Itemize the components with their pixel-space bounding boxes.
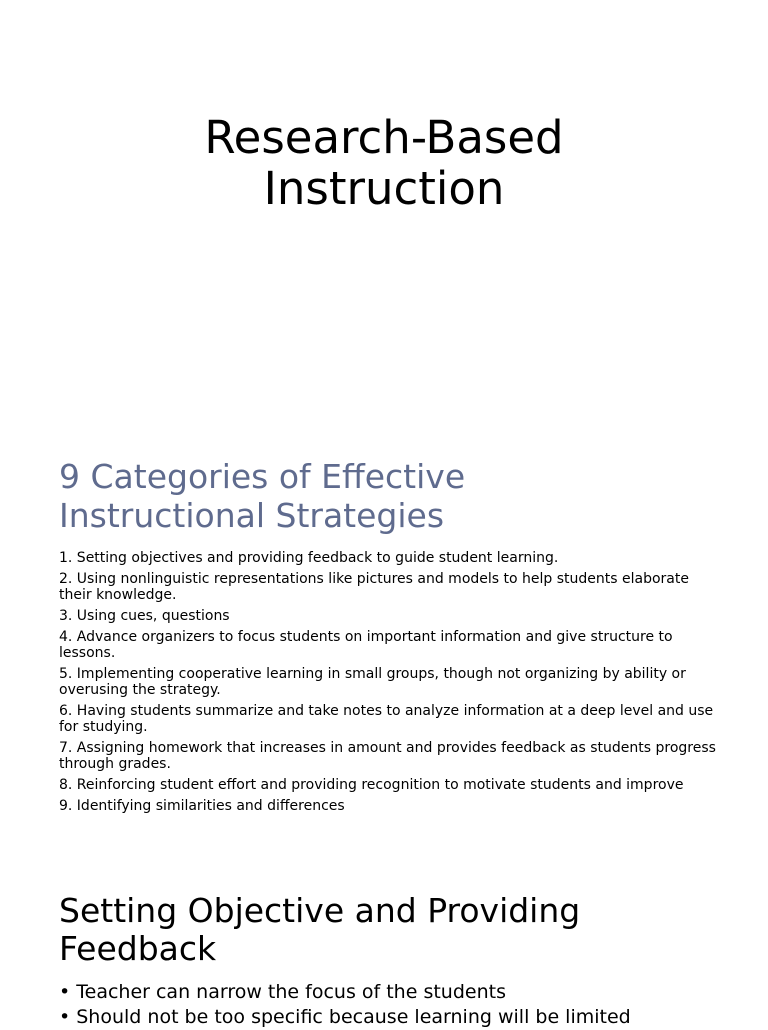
slide-title [0, 112, 768, 214]
objective-section [59, 892, 719, 1030]
list-item: 9. Identifying similarities and differences [59, 798, 345, 814]
slide-title-line-1: Research-Based [204, 111, 564, 164]
list-item: 3. Using cues, questions [59, 608, 230, 624]
strategies-heading [59, 457, 719, 535]
list-item: 5. Implementing cooperative learning in small groups, though not organizing by ability or overusing the strategy. [59, 666, 686, 698]
title-slide [0, 112, 768, 214]
list-item: 7. Assigning homework that increases in amount and provides feedback as students progress through grades. [59, 740, 716, 772]
strategies-heading-line-1: 9 Categories of Effective [59, 457, 466, 496]
list-item: 2. Using nonlinguistic representations like pictures and models to help students elaborate their knowledge. [59, 571, 689, 603]
objective-heading-line-1: Setting Objective and Providing [59, 891, 581, 930]
slide-title-line-2: Instruction [263, 162, 505, 215]
objective-bullets [59, 980, 719, 1030]
objective-heading [59, 892, 719, 968]
list-item: 8. Reinforcing student effort and providing recognition to motivate students and improve [59, 777, 684, 793]
objective-heading-line-2: Feedback [59, 929, 217, 968]
list-item: • Teacher can narrow the focus of the students [59, 980, 719, 1005]
list-item: 1. Setting objectives and providing feedback to guide student learning. [59, 550, 559, 566]
list-item: 4. Advance organizers to focus students on important information and give structure to lessons. [59, 629, 673, 661]
strategies-heading-line-2: Instructional Strategies [59, 496, 445, 535]
strategies-section [59, 457, 719, 819]
strategies-list [59, 550, 719, 814]
list-item: 6. Having students summarize and take notes to analyze information at a deep level and use for studying. [59, 703, 714, 735]
list-item: • Should not be too specific because learning will be limited [59, 1005, 719, 1030]
